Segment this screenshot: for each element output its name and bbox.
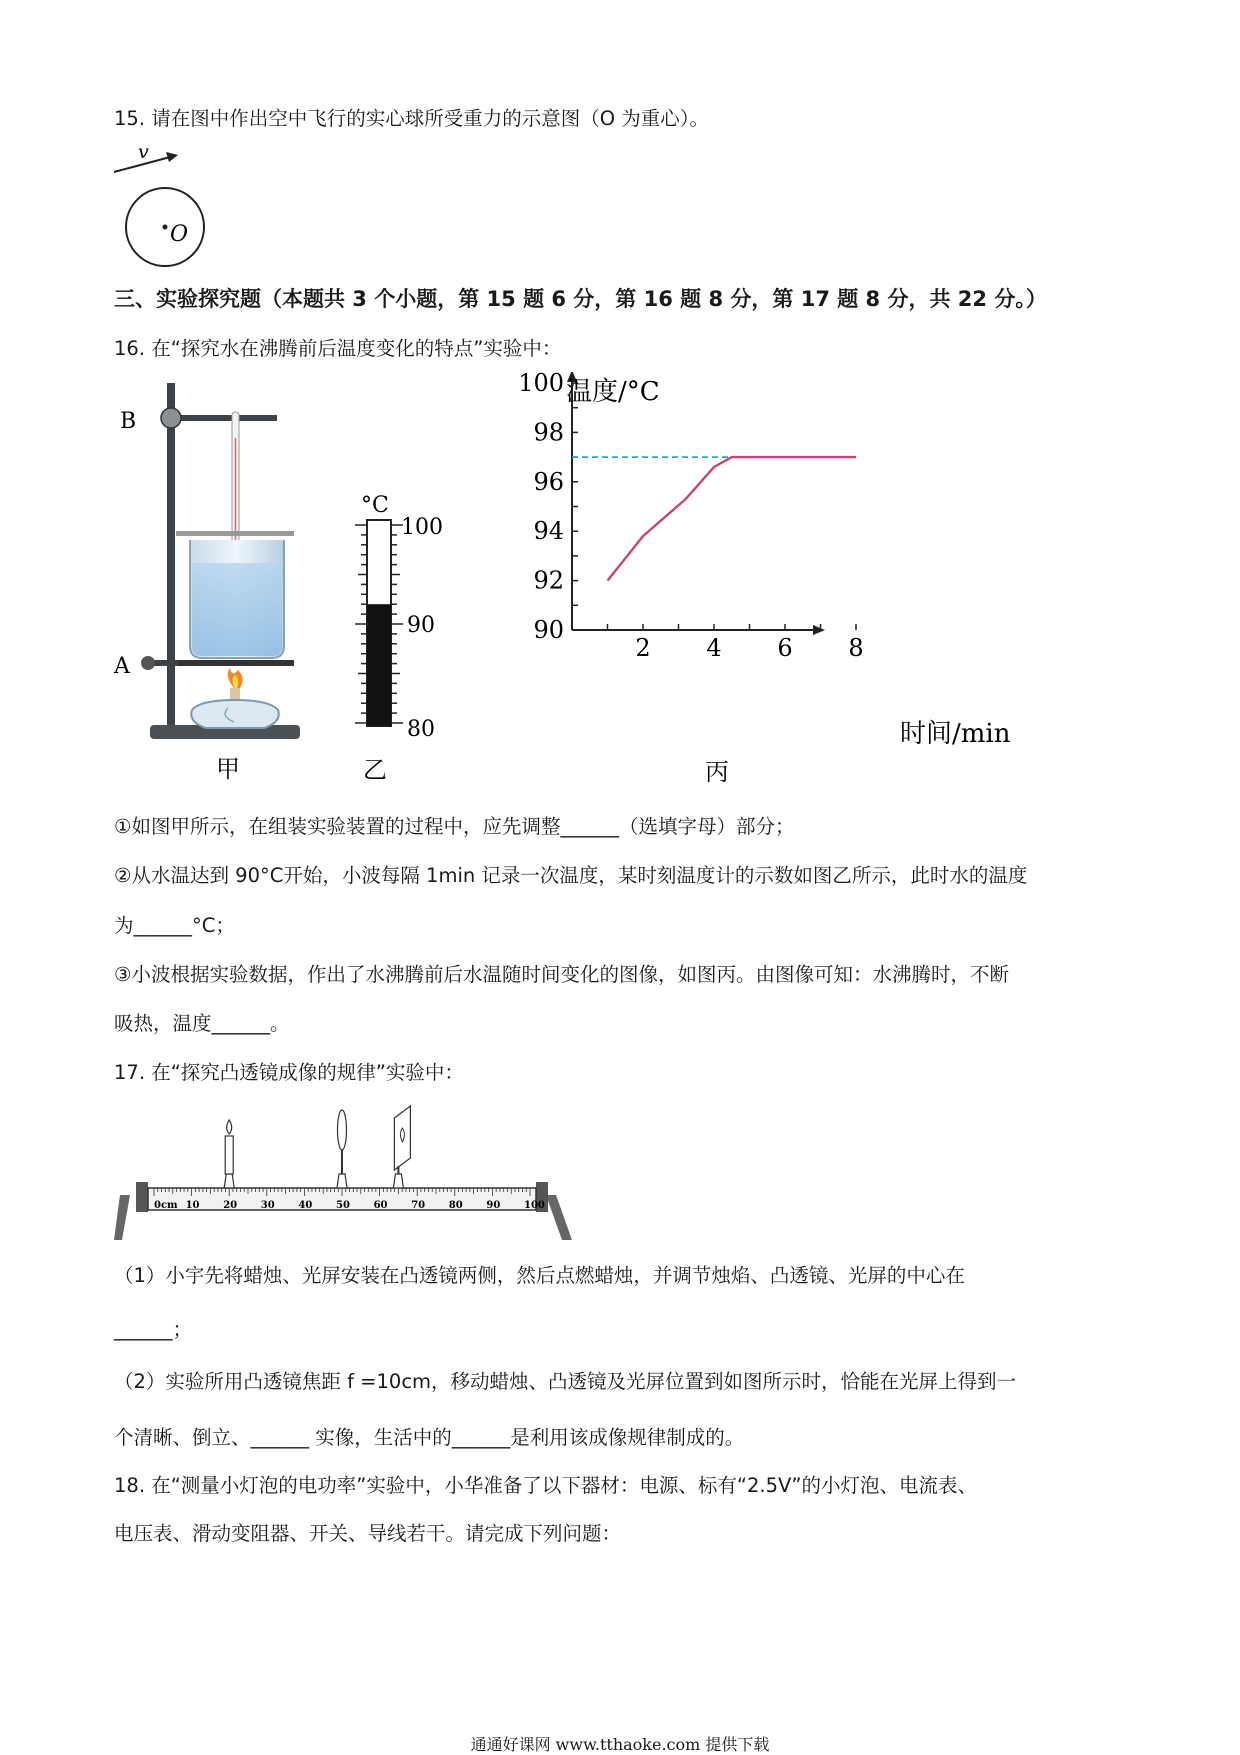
bench-end-left: [136, 1182, 148, 1212]
bench-leg-right: [546, 1195, 572, 1240]
bench-tick-label: 20: [223, 1200, 238, 1211]
chart-x-tick-label: 4: [706, 634, 722, 662]
q17-intro: 17. 在“探究凸透镜成像的规律”实验中：: [114, 1061, 464, 1084]
chart-y-tick-label: 92: [533, 566, 564, 595]
chart-xlabel: 时间/min: [900, 719, 1011, 749]
bench-tick-label: 50: [336, 1200, 350, 1211]
card-board: [176, 531, 294, 536]
q16-part1: ①如图甲所示，在组装实验装置的过程中，应先调整______（选填字母）部分；: [114, 815, 795, 838]
water: [192, 563, 282, 656]
tick-100: 100: [401, 515, 443, 540]
clamp-a: [141, 656, 155, 670]
q17-part1-line2: ______；: [114, 1318, 193, 1341]
chart-ylabel: 温度/°C: [566, 377, 660, 407]
thermometer-mercury: [367, 604, 391, 726]
bench-tick-label: 90: [486, 1200, 501, 1211]
bench-holder: [393, 1174, 403, 1188]
caption-yi: 乙: [363, 756, 387, 784]
bench-leg-left: [114, 1195, 130, 1240]
q16-part2-line2: 为______°C；: [114, 914, 235, 937]
thermometer-unit: °C: [361, 493, 389, 518]
chart-y-tick-label: 96: [533, 467, 564, 496]
chart-y-tick-label: 100: [518, 372, 564, 397]
bench-tick-label: 80: [448, 1200, 463, 1211]
bench-tick-label: 30: [260, 1200, 275, 1211]
bench-tick-label: 70: [411, 1200, 426, 1211]
q16-part3-line1: ③小波根据实验数据，作出了水沸腾前后水温随时间变化的图像，如图丙。由图像可知：水沸腾时，不断: [114, 963, 1009, 986]
chart-x-tick-label: 8: [848, 634, 864, 662]
caption-jia: 甲: [216, 755, 240, 783]
chart-y-tick-label: 90: [533, 616, 564, 644]
section3-title: 三、实验探究题（本题共 3 个小题，第 15 题 6 分，第 16 题 8 分，第 17 题 8 分，共 22 分。）: [114, 287, 1047, 311]
tick-80: 80: [407, 717, 435, 742]
velocity-arrowhead: [166, 152, 178, 162]
q18-line1: 18. 在“测量小灯泡的电功率”实验中，小华准备了以下器材：电源、标有“2.5V”的小灯泡、电流表、: [114, 1474, 977, 1497]
q18-line2: 电压表、滑动变阻器、开关、导线若干。请完成下列问题：: [114, 1522, 622, 1545]
q15-figure: [108, 140, 218, 270]
label-b: B: [120, 409, 137, 434]
bench-tick-label: 100: [524, 1200, 545, 1211]
caption-bing: 丙: [705, 758, 729, 786]
q17-part2-line1: （2）实验所用凸透镜焦距 f =10cm，移动蜡烛、凸透镜及光屏位置到如图所示时，恰能在光屏上得到一: [114, 1370, 1017, 1393]
bench-holder: [224, 1174, 234, 1188]
label-a: A: [114, 654, 130, 679]
page-footer: 通通好课网 www.tthaoke.com 提供下载: [470, 1735, 770, 1754]
temperature-time-chart: [480, 372, 1020, 792]
q17-part2-line2: 个清晰、倒立、______ 实像，生活中的______是利用该成像规律制成的。: [114, 1426, 745, 1449]
velocity-label: v: [138, 141, 149, 163]
chart-x-arrow: [813, 625, 825, 635]
q16-part2-line1: ②从水温达到 90°C开始，小波每隔 1min 记录一次温度，某时刻温度计的示数如图乙所示，此时水的温度: [114, 864, 1028, 887]
chart-y-tick-label: 94: [533, 517, 564, 546]
alcohol-lamp: [191, 700, 278, 728]
center-dot: [163, 225, 168, 230]
optical-bench-figure: [110, 1100, 590, 1260]
tick-90: 90: [407, 613, 435, 638]
bench-tick-label: 60: [373, 1200, 388, 1211]
bench-tick-label: 10: [185, 1200, 200, 1211]
upper-arm: [167, 415, 277, 421]
chart-x-tick-label: 6: [777, 634, 793, 662]
convex-lens: [338, 1110, 347, 1150]
candle: [225, 1136, 233, 1174]
bench-holder: [337, 1174, 347, 1188]
bench-tick-label: 0cm: [154, 1200, 178, 1211]
chart-series-line: [608, 457, 857, 580]
q16-intro: 16. 在“探究水在沸腾前后温度变化的特点”实验中：: [114, 337, 562, 360]
center-label: O: [170, 222, 189, 247]
gauze: [174, 660, 294, 666]
candle-flame: [227, 1120, 232, 1134]
clamp-b: [161, 408, 181, 428]
chart-x-tick-label: 2: [635, 634, 651, 662]
q17-part1-line1: （1）小宇先将蜡烛、光屏安装在凸透镜两侧，然后点燃蜡烛，并调节烛焰、凸透镜、光屏的中心在: [114, 1264, 965, 1287]
q16-part3-line2: 吸热，温度______。: [114, 1012, 290, 1035]
screen-image: [400, 1128, 404, 1142]
bench-tick-label: 40: [298, 1200, 313, 1211]
chart-y-tick-label: 98: [533, 418, 564, 447]
q15-text: 15. 请在图中作出空中飞行的实心球所受重力的示意图（O 为重心）。: [114, 107, 710, 130]
stand-rod: [167, 383, 175, 733]
thermometer-figure: [345, 490, 465, 790]
apparatus-figure: [108, 378, 318, 788]
